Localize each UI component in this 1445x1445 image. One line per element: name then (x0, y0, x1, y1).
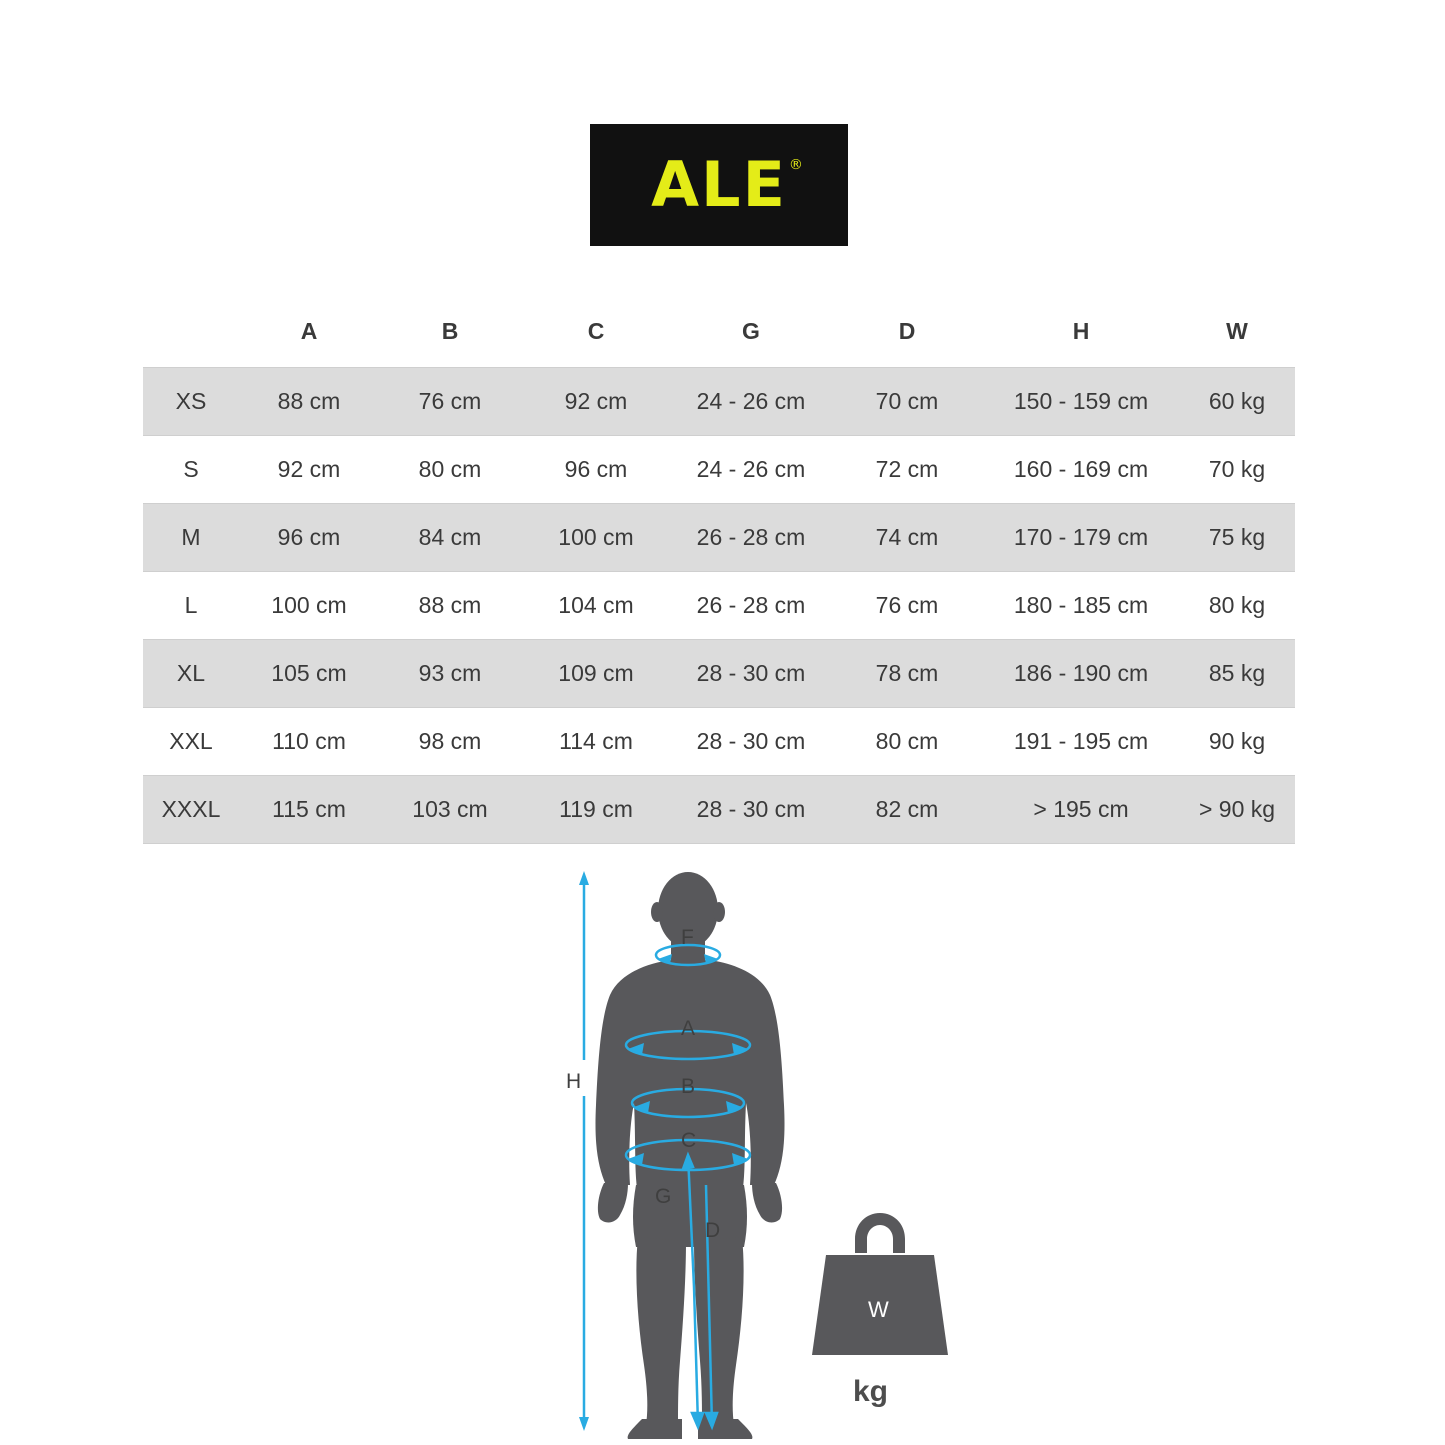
cell-h: 150 - 159 cm (983, 368, 1179, 436)
cell-c: 104 cm (521, 572, 671, 640)
cell-b: 80 cm (379, 436, 521, 504)
cell-d: 80 cm (831, 708, 983, 776)
label-waist: B (681, 1075, 696, 1098)
cell-g: 26 - 28 cm (671, 572, 831, 640)
cell-c: 119 cm (521, 776, 671, 844)
cell-a: 105 cm (239, 640, 379, 708)
cell-w: 60 kg (1179, 368, 1295, 436)
measurement-diagram (0, 855, 1445, 1445)
cell-b: 76 cm (379, 368, 521, 436)
label-weight: W (868, 1297, 889, 1322)
cell-size: S (143, 436, 239, 504)
cell-g: 28 - 30 cm (671, 708, 831, 776)
cell-w: 90 kg (1179, 708, 1295, 776)
cell-h: 160 - 169 cm (983, 436, 1179, 504)
brand-name: ALE (651, 148, 787, 221)
cell-g: 28 - 30 cm (671, 640, 831, 708)
table-header-row (143, 318, 1295, 368)
brand-logo-text (651, 148, 805, 221)
table-row (143, 776, 1295, 844)
cell-c: 92 cm (521, 368, 671, 436)
cell-b: 98 cm (379, 708, 521, 776)
cell-c: 109 cm (521, 640, 671, 708)
cell-h: 191 - 195 cm (983, 708, 1179, 776)
label-height: H (566, 1070, 582, 1093)
human-figure (595, 872, 784, 1439)
registered-mark: ® (788, 157, 805, 173)
table-row (143, 504, 1295, 572)
cell-size: XXL (143, 708, 239, 776)
column-header-c: C (587, 318, 605, 344)
table-row (143, 640, 1295, 708)
size-chart-table (143, 318, 1295, 844)
cell-c: 96 cm (521, 436, 671, 504)
cell-g: 28 - 30 cm (671, 776, 831, 844)
label-neck: F (681, 926, 694, 949)
cell-a: 110 cm (239, 708, 379, 776)
cell-a: 100 cm (239, 572, 379, 640)
cell-h: > 195 cm (983, 776, 1179, 844)
weight-unit-label: kg (853, 1375, 889, 1408)
cell-a: 88 cm (239, 368, 379, 436)
cell-c: 114 cm (521, 708, 671, 776)
cell-b: 93 cm (379, 640, 521, 708)
brand-logo (590, 124, 848, 246)
cell-w: 85 kg (1179, 640, 1295, 708)
height-measure-line (570, 871, 598, 1431)
cell-size: XL (143, 640, 239, 708)
column-header-w: W (1226, 318, 1248, 344)
cell-b: 88 cm (379, 572, 521, 640)
cell-b: 103 cm (379, 776, 521, 844)
cell-d: 82 cm (831, 776, 983, 844)
cell-b: 84 cm (379, 504, 521, 572)
cell-h: 180 - 185 cm (983, 572, 1179, 640)
cell-d: 70 cm (831, 368, 983, 436)
label-chest: A (681, 1017, 696, 1040)
column-header-size (143, 318, 239, 368)
cell-size: XXXL (143, 776, 239, 844)
table-row (143, 572, 1295, 640)
weight-icon (812, 1213, 948, 1355)
cell-g: 26 - 28 cm (671, 504, 831, 572)
cell-d: 72 cm (831, 436, 983, 504)
table-row (143, 436, 1295, 504)
cell-w: 80 kg (1179, 572, 1295, 640)
label-inseam: D (705, 1219, 721, 1242)
cell-w: 70 kg (1179, 436, 1295, 504)
column-header-g: G (742, 318, 760, 344)
cell-w: 75 kg (1179, 504, 1295, 572)
cell-w: > 90 kg (1179, 776, 1295, 844)
table-row (143, 368, 1295, 436)
cell-d: 74 cm (831, 504, 983, 572)
table-row (143, 708, 1295, 776)
column-header-d: D (898, 318, 916, 344)
table-header (143, 318, 1295, 368)
table-body (143, 368, 1295, 844)
column-header-h: H (1072, 318, 1090, 344)
cell-a: 115 cm (239, 776, 379, 844)
cell-a: 96 cm (239, 504, 379, 572)
cell-a: 92 cm (239, 436, 379, 504)
cell-h: 186 - 190 cm (983, 640, 1179, 708)
column-header-b: B (441, 318, 459, 344)
cell-size: L (143, 572, 239, 640)
cell-h: 170 - 179 cm (983, 504, 1179, 572)
cell-size: XS (143, 368, 239, 436)
label-thigh: G (655, 1185, 672, 1208)
cell-d: 78 cm (831, 640, 983, 708)
cell-d: 76 cm (831, 572, 983, 640)
column-header-a: A (300, 318, 318, 344)
cell-g: 24 - 26 cm (671, 368, 831, 436)
cell-g: 24 - 26 cm (671, 436, 831, 504)
label-hips: C (681, 1129, 697, 1152)
cell-size: M (143, 504, 239, 572)
cell-c: 100 cm (521, 504, 671, 572)
